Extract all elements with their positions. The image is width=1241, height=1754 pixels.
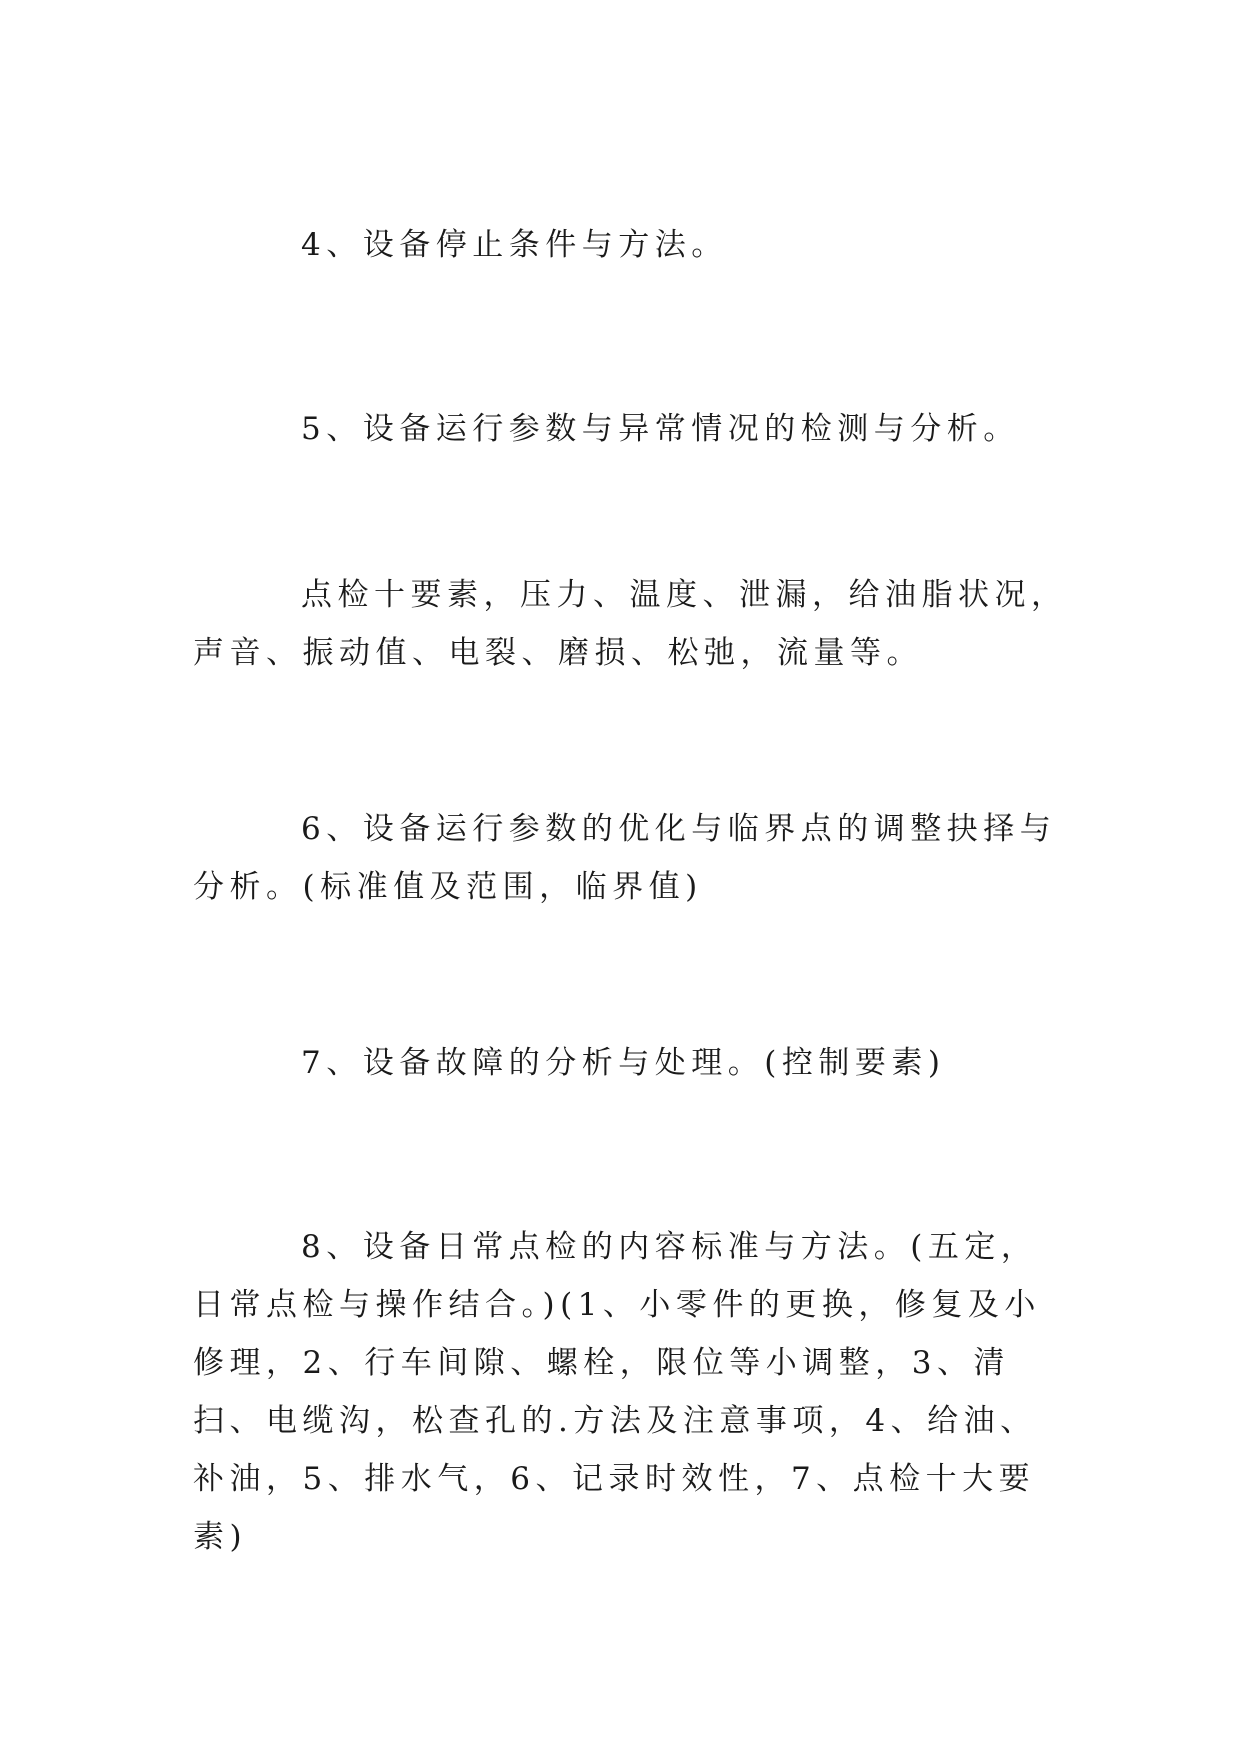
paragraph-fault-analysis: 7、设备故障的分析与处理。(控制要素) (301, 1045, 946, 1081)
paragraph-stop-conditions: 4、设备停止条件与方法。 (301, 227, 728, 263)
paragraph-parameter-optimization: 6、设备运行参数的优化与临界点的调整抉择与分析。(标准值及范围，临界值) (193, 811, 1057, 905)
paragraph-inspection-elements: 点检十要素，压力、温度、泄漏，给油脂状况，声音、振动值、电裂、磨损、松弛，流量等。 (193, 577, 1068, 671)
paragraph-daily-inspection: 8、设备日常点检的内容标准与方法。(五定，日常点检与操作结合。)(1、小零件的更换，修复及小修理，2、行车间隙、螺栓，限位等小调整，3、清扫、电缆沟，松查孔的.方法及注意事项，4、给油、补油，5、排水气，6、记录时效性，7、点检十大要素) (193, 1229, 1041, 1555)
paragraph-parameter-detection: 5、设备运行参数与异常情况的检测与分析。 (301, 411, 1020, 447)
